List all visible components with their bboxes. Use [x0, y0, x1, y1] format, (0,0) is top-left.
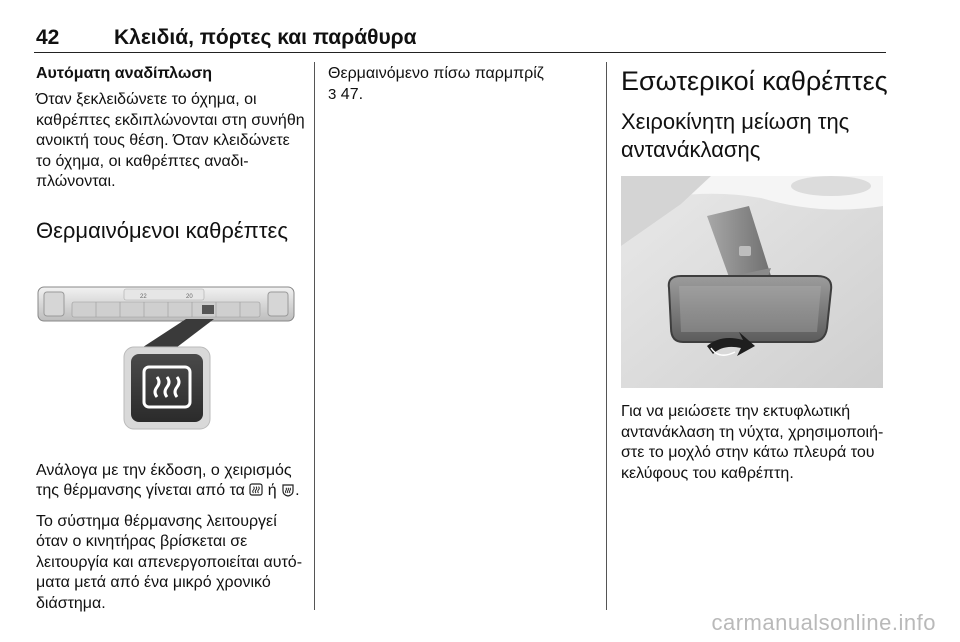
- rear-defrost-icon: [249, 483, 263, 504]
- subsection-title-manual-antiglare: Χειροκίνητη μείωση της αντανάκλασης: [621, 109, 850, 162]
- heater-control-period: .: [295, 482, 300, 499]
- column-divider: [606, 62, 607, 610]
- section-title-interior-mirrors: Εσωτερικοί καθρέπτες: [621, 66, 888, 96]
- page-header: [34, 28, 886, 53]
- heater-panel-drawing: [36, 285, 298, 435]
- heater-control-text-start: Ανάλογα με την έκδοση, ο χειρισμός της θέρμανσης γίνεται από τα: [36, 461, 292, 499]
- interior-mirror-drawing: [621, 176, 883, 388]
- heater-panel-illustration: [36, 285, 298, 435]
- column-left: [36, 64, 306, 622]
- panel-temp-right: 20: [186, 293, 193, 300]
- auto-fold-text: Όταν ξεκλειδώνετε το όχημα, οι καθρέπτες εκδιπλώνονται στη συνήθη ανοικτή τους θέση. Όταν κλειδώνετε το όχημα, οι καθρέπτες αναδιπλώνονται.: [36, 91, 305, 190]
- heater-control-or: ή: [263, 482, 282, 499]
- heater-operation-text: Το σύστημα θέρμανσης λειτουργεί όταν ο κινητήρας βρίσκεται σε λειτουργία και απενεργοποιείται αυτόματα μετά από ένα μικρό χρονικό διάστημα.: [36, 512, 303, 612]
- antiglare-instructions: Για να μειώσετε την εκτυφλωτική αντανάκλαση τη νύχτα, χρησιμοποιήστε το μοχλό στην κάτω πλευρά του κελύφους του καθρέπτη.: [621, 403, 884, 482]
- chapter-title: Κλειδιά, πόρτες και παράθυρα: [114, 26, 417, 49]
- page-reference-arrow-icon: 3: [328, 85, 337, 103]
- mirror-heat-icon: [281, 483, 295, 504]
- panel-temp-left: 22: [140, 293, 147, 300]
- column-right: [621, 64, 891, 492]
- cross-reference-page[interactable]: 47.: [336, 85, 364, 103]
- heater-control-text: [36, 461, 306, 504]
- interior-mirror-illustration: [621, 176, 883, 388]
- column-middle: [328, 64, 598, 105]
- section-title-auto-fold: Αυτόματη αναδίπλωση: [36, 65, 213, 82]
- watermark: carmanualsonline.info: [711, 610, 936, 635]
- column-divider: [314, 62, 315, 610]
- section-title-heated-mirrors: Θερμαινόμενοι καθρέπτες: [36, 217, 288, 243]
- cross-reference-text: Θερμαινόμενο πίσω παρμπρίζ: [328, 65, 544, 82]
- page-number: 42: [36, 26, 60, 49]
- cross-reference: [328, 64, 598, 105]
